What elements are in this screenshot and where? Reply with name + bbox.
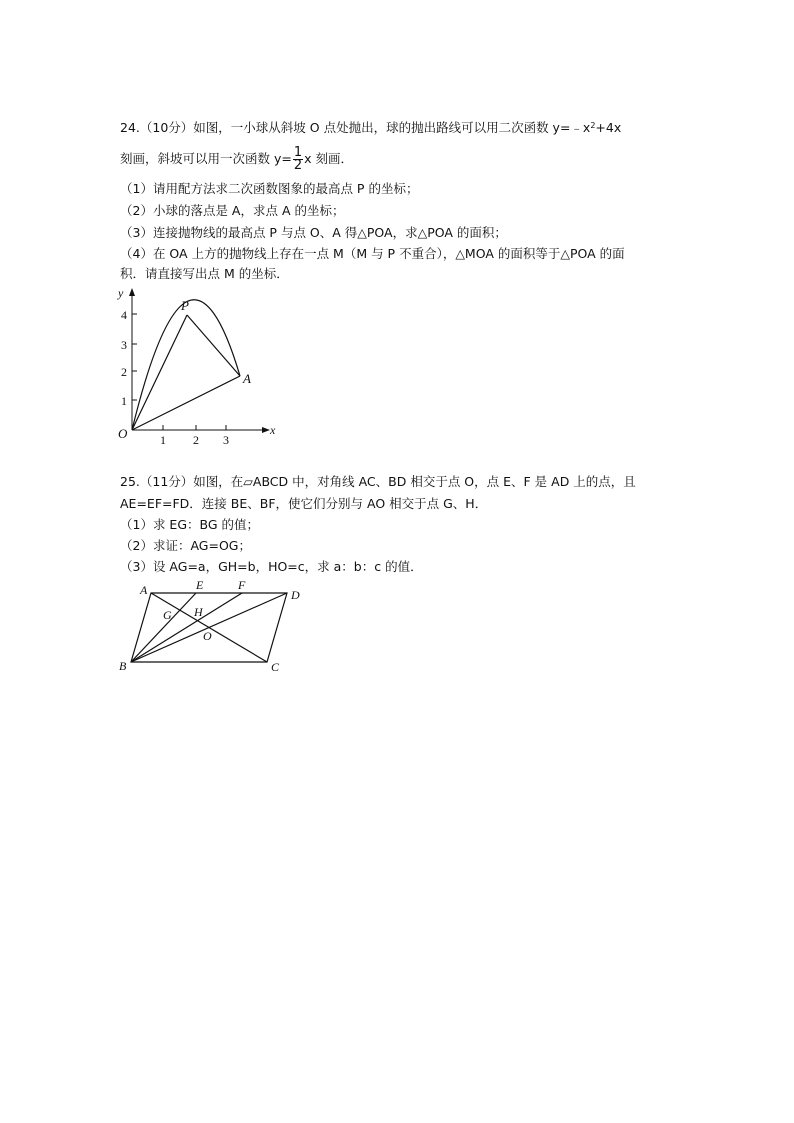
point-e-label: E — [196, 578, 204, 592]
fraction-one-half: $\frac{1}{2}$ — [293, 145, 303, 173]
q24-item-1: （1）请用配方法求二次函数图象的最高点 P 的坐标； — [120, 181, 419, 196]
x-tick-label: 3 — [223, 433, 229, 447]
y-axis-label: y — [118, 286, 124, 300]
x-axis-arrow — [262, 427, 270, 433]
q25-stem-line1: 25.（11分）如图，在▱ABCD 中，对角线 AC、BD 相交于点 O，点 E、F 是 AD 上的点，且 — [120, 474, 636, 489]
origin-label: O — [118, 426, 128, 441]
q25-stem-line2: AE=EF=FD．连接 BE、BF，使它们分别与 AO 相交于点 G、H． — [120, 496, 488, 511]
q25-figure — [115, 578, 315, 678]
diagonal-bd — [131, 593, 287, 662]
q24-stem-line1: 24.（10分）如图，一小球从斜坡 O 点处抛出，球的抛出路线可以用二次函数 $y=﹣x^2+4x$ — [120, 120, 622, 135]
point-c-label: C — [271, 660, 280, 674]
segment-oa — [132, 376, 240, 430]
point-a-label: A — [243, 371, 251, 386]
q24-figure — [110, 282, 290, 447]
q24-item-2: （2）小球的落点是 A，求点 A 的坐标； — [120, 203, 345, 218]
q24-item-4: （4）在 OA 上方的抛物线上存在一点 M（M 与 P 不重合），△MOA 的面积等于△POA 的面 — [120, 246, 625, 261]
point-b-label: B — [119, 659, 127, 673]
segment-pa — [187, 315, 240, 376]
q24-stem-line2: 刻画，斜坡可以用一次函数 y= $\frac{1}{2}$ x 刻画． — [120, 145, 354, 173]
parabola-curve — [132, 300, 240, 430]
point-p-label: P — [181, 298, 189, 313]
q24-item-3: （3）连接抛物线的最高点 P 与点 O、A 得△POA，求△POA 的面积； — [120, 225, 507, 240]
point-g-label: G — [163, 608, 172, 622]
point-d-label: D — [291, 588, 300, 602]
q25-item-2: （2）求证：AG=OG； — [120, 538, 251, 553]
x-tick-label: 1 — [160, 433, 166, 447]
q25-item-1: （1）求 EG：BG 的值； — [120, 517, 260, 532]
point-o-label: O — [203, 629, 212, 643]
q25-item-3: （3）设 AG=a，GH=b，HO=c，求 a：b：c 的值． — [120, 559, 423, 574]
point-f-label: F — [238, 578, 246, 592]
y-tick-label: 3 — [121, 338, 127, 352]
point-h-label: H — [194, 605, 203, 619]
segment-op — [132, 315, 187, 430]
y-tick-label: 2 — [121, 365, 127, 379]
point-a-label: A — [140, 583, 148, 597]
q24-item-4-cont: 积．请直接写出点 M 的坐标． — [120, 266, 289, 281]
x-tick-label: 2 — [193, 433, 199, 447]
y-tick-label: 1 — [121, 394, 127, 408]
y-axis-arrow — [129, 288, 135, 296]
y-tick-label: 4 — [121, 308, 127, 322]
x-axis-label: x — [270, 423, 276, 437]
